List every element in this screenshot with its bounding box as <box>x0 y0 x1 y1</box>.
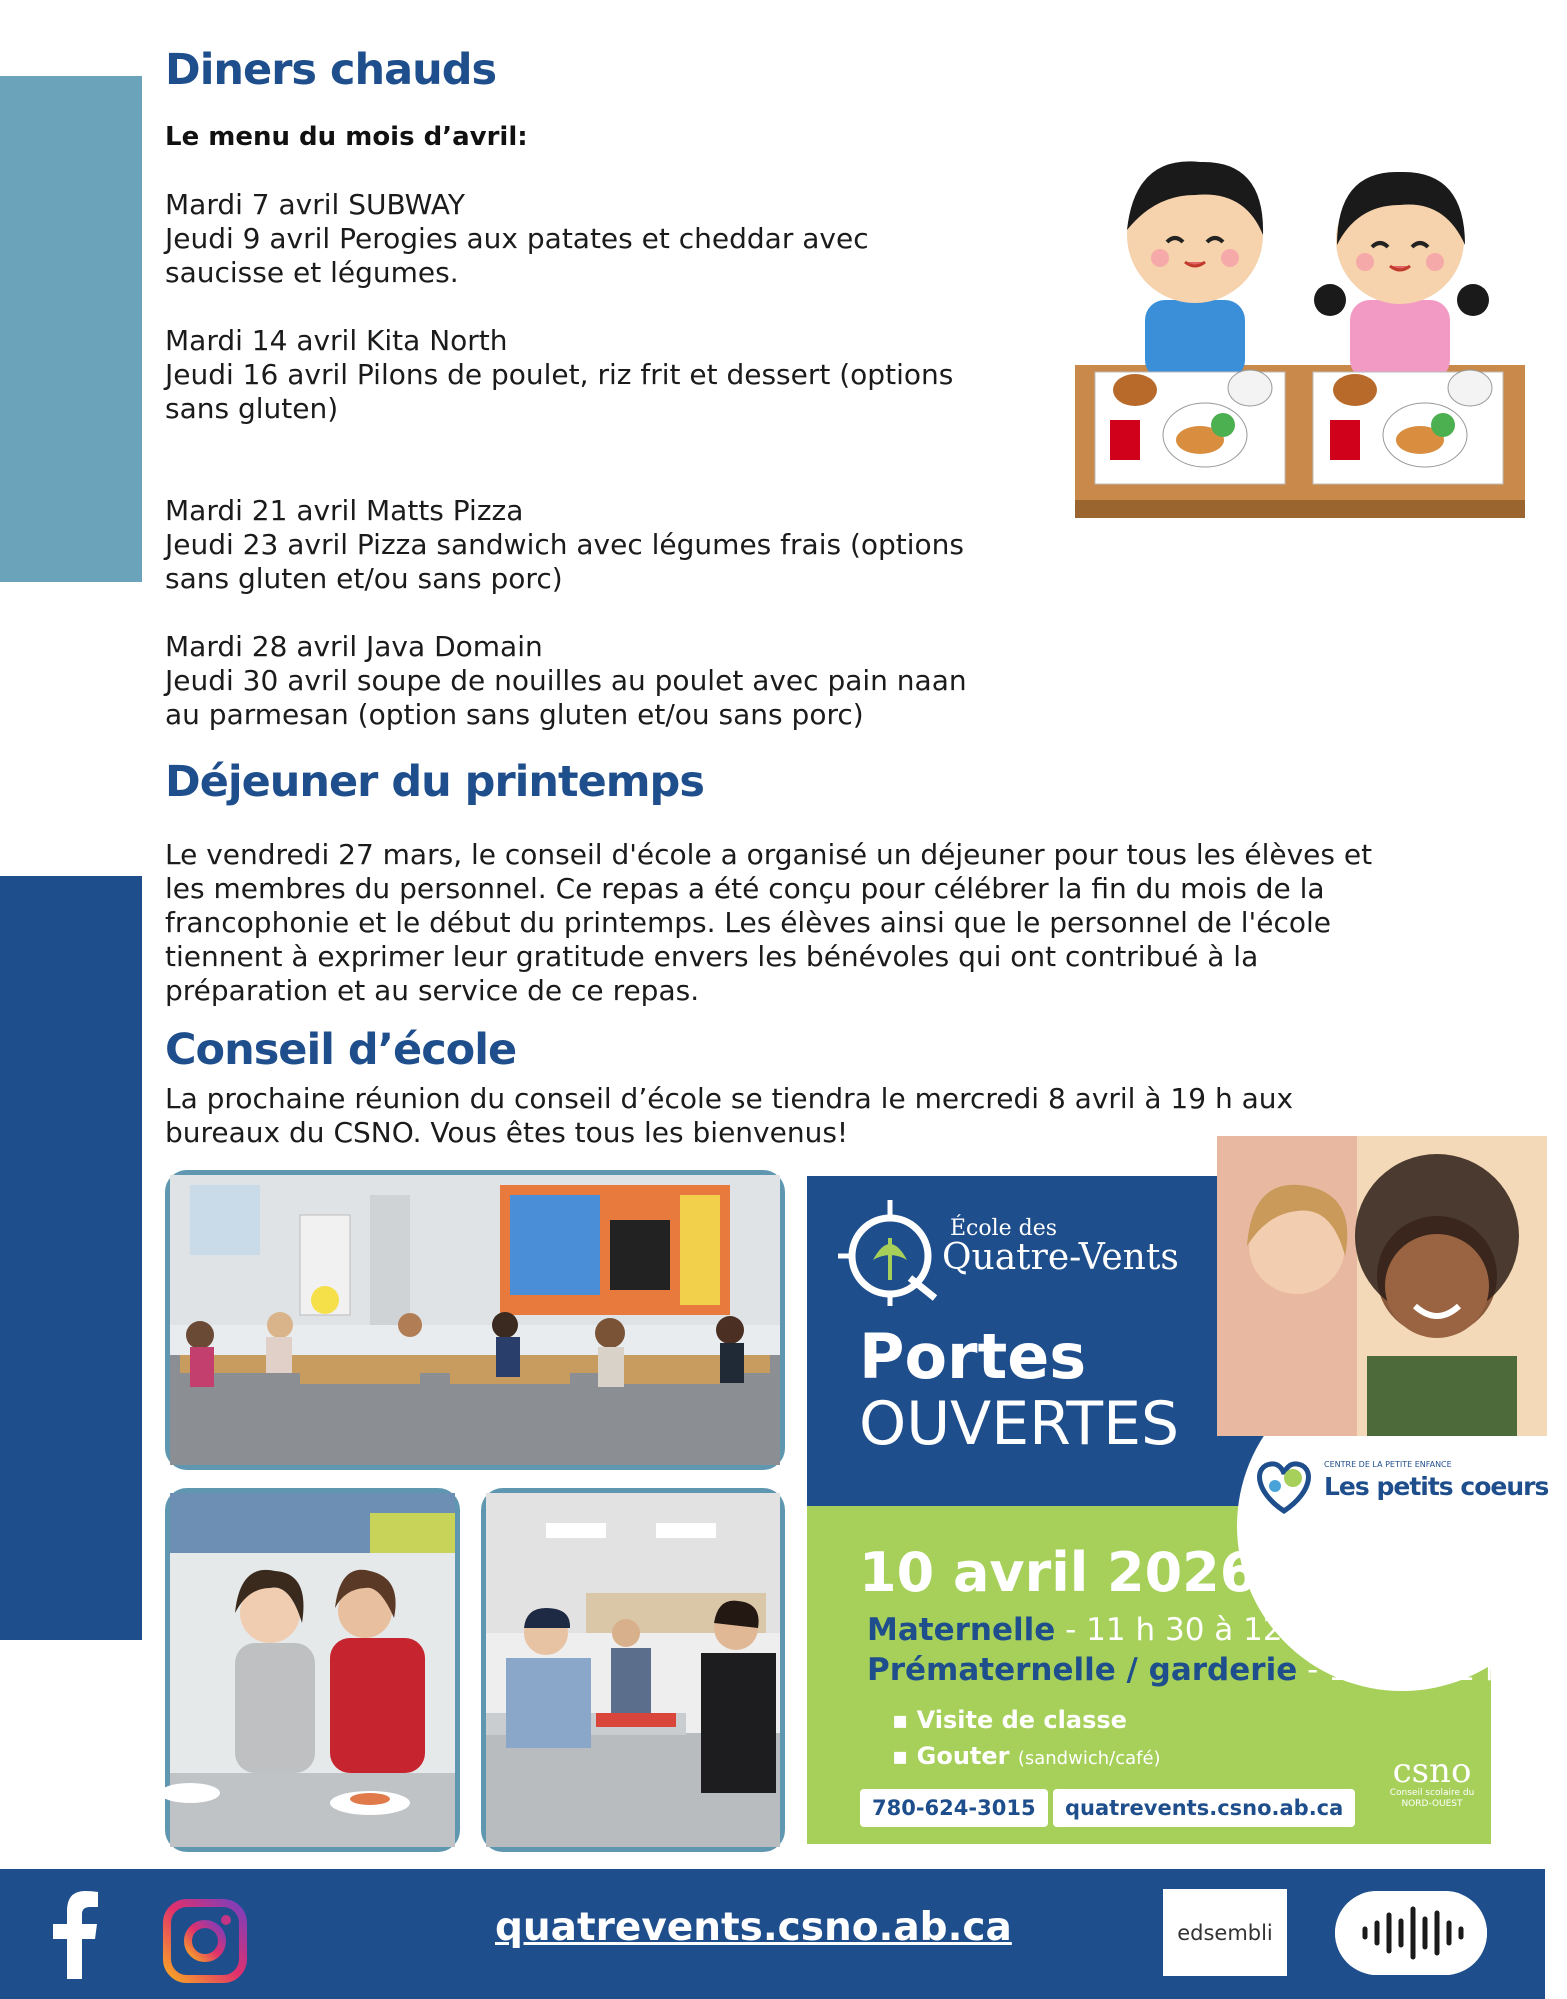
footer-website-link[interactable]: quatrevents.csno.ab.ca <box>495 1905 1012 1950</box>
paragraph-line: les membres du personnel. Ce repas a été conçu pour célébrer la fin du mois de la <box>165 872 1325 905</box>
dejeuner-title: Déjeuner du printemps <box>165 757 704 807</box>
website-pill: quatrevents.csno.ab.ca <box>1053 1789 1355 1827</box>
menu-line: Mardi 21 avril Matts Pizza <box>165 494 524 527</box>
menu-group-1 <box>165 188 1065 290</box>
prematernelle-label: Prématernelle / garderie <box>867 1652 1298 1688</box>
csno-logo <box>1382 1751 1482 1810</box>
menu-line: Jeudi 30 avril soupe de nouilles au poulet avec pain naan <box>165 664 967 697</box>
menu-group-4 <box>165 630 1065 732</box>
bullet-visite: ▪ Visite de classe <box>892 1706 1127 1734</box>
petits-coeurs-name: Les petits coeurs <box>1324 1472 1549 1501</box>
paragraph-line: tiennent à exprimer leur gratitude envers les bénévoles qui ont contribué à la <box>165 940 1259 973</box>
event-date: 10 avril 2026 <box>859 1541 1258 1604</box>
menu-group-2 <box>165 324 1065 426</box>
maternelle-time: - 11 h 30 à 12 h <box>1055 1612 1313 1648</box>
facebook-icon[interactable] <box>50 1889 100 1979</box>
decorative-side-bar-light <box>0 76 142 582</box>
children-photo <box>1217 1136 1547 1436</box>
schedule-maternelle <box>867 1612 1312 1648</box>
csno-sub1: Conseil scolaire du <box>1389 1788 1475 1798</box>
paragraph-line: préparation et au service de ce repas. <box>165 974 700 1007</box>
school-name-line2: Quatre-Vents <box>942 1237 1179 1278</box>
menu-line: sans gluten et/ou sans porc) <box>165 562 563 595</box>
school-name-line1: École des <box>950 1216 1058 1241</box>
conseil-title: Conseil d’école <box>165 1025 517 1075</box>
petits-coeurs-tagline: CENTRE DE LA PETITE ENFANCE <box>1324 1460 1452 1469</box>
audio-waveform-icon[interactable] <box>1335 1891 1487 1975</box>
heart-icon <box>1249 1456 1319 1516</box>
dejeuner-paragraph <box>165 838 1465 1008</box>
menu-subtitle: Le menu du mois d’avril: <box>165 122 528 152</box>
menu-line: Mardi 28 avril Java Domain <box>165 630 543 663</box>
maternelle-label: Maternelle <box>867 1612 1056 1648</box>
school-name <box>942 1218 1179 1276</box>
bullet-visite-text: Visite de classe <box>916 1706 1127 1734</box>
school-logo-icon <box>835 1198 945 1308</box>
phone-pill: 780-624-3015 <box>860 1789 1048 1827</box>
poster-portes: Portes <box>859 1320 1087 1393</box>
menu-group-3 <box>165 494 1065 596</box>
menu-line: sans gluten) <box>165 392 339 425</box>
menu-line: Mardi 7 avril SUBWAY <box>165 188 465 221</box>
bullet-gouter: ▪ Gouter (sandwich/café) <box>892 1742 1161 1770</box>
diners-title: Diners chauds <box>165 45 497 95</box>
menu-line: Jeudi 23 avril Pizza sandwich avec légumes frais (options <box>165 528 965 561</box>
instagram-icon[interactable] <box>163 1899 247 1983</box>
classroom-photo <box>165 1170 785 1470</box>
paragraph-line: francophonie et le début du printemps. Les élèves ainsi que le personnel de l'école <box>165 906 1331 939</box>
bullet-gouter-note: (sandwich/café) <box>1017 1748 1161 1769</box>
menu-line: au parmesan (option sans gluten et/ou sans porc) <box>165 698 864 731</box>
menu-line: saucisse et légumes. <box>165 256 459 289</box>
poster-ouvertes: OUVERTES <box>859 1389 1180 1459</box>
bullet-gouter-text: Gouter <box>916 1742 1010 1770</box>
csno-logo-text: csno <box>1392 1751 1472 1791</box>
volunteers-kitchen-photo <box>481 1488 785 1852</box>
menu-line: Jeudi 9 avril Perogies aux patates et cheddar avec <box>165 222 869 255</box>
petits-coeurs-logo <box>1249 1446 1549 1526</box>
kids-eating-illustration <box>1075 150 1525 520</box>
paragraph-line: La prochaine réunion du conseil d’école se tiendra le mercredi 8 avril à 19 h aux <box>165 1082 1294 1115</box>
csno-sub2: NORD-OUEST <box>1401 1798 1463 1809</box>
menu-line: Jeudi 16 avril Pilons de poulet, riz frit et dessert (options <box>165 358 954 391</box>
paragraph-line: bureaux du CSNO. Vous êtes tous les bienvenus! <box>165 1116 849 1149</box>
students-serving-photo <box>165 1488 460 1852</box>
portes-ouvertes-poster <box>807 1176 1555 1844</box>
edsembli-logo[interactable]: edsembli <box>1163 1889 1287 1976</box>
menu-line: Mardi 14 avril Kita North <box>165 324 508 357</box>
decorative-side-bar-dark <box>0 876 142 1640</box>
schedule-prematernelle <box>867 1652 1554 1688</box>
prematernelle-time: - 12 h à 12 h 45 <box>1297 1652 1555 1688</box>
paragraph-line: Le vendredi 27 mars, le conseil d'école a organisé un déjeuner pour tous les élèves et <box>165 838 1373 871</box>
footer <box>0 1869 1545 1999</box>
